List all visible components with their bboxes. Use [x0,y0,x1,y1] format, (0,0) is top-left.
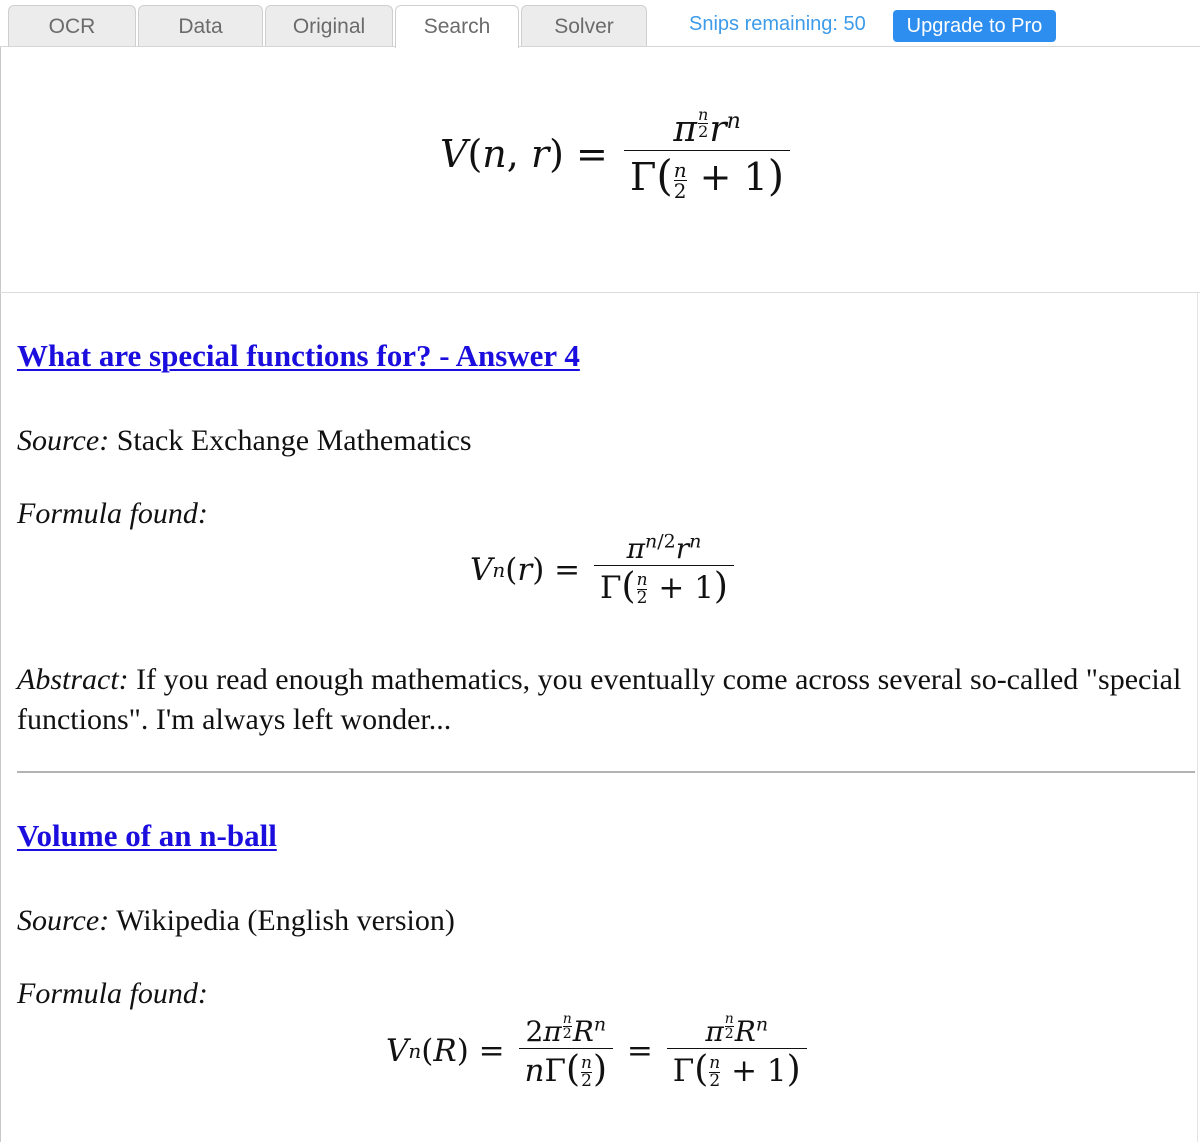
tab-data[interactable]: Data [138,5,263,47]
tab-search[interactable]: Search [395,5,519,48]
results-separator [17,771,1195,773]
main-formula-lhs: V [440,132,468,176]
result-2-title-link[interactable]: Volume of an n-ball [17,818,277,853]
main-formula-divider [0,292,1200,293]
upgrade-button[interactable]: Upgrade to Pro [893,10,1056,42]
result-1-formula-label: Formula found: [17,497,208,530]
result-2-formula: V n ( R ) = 2π $^{\frac{n}{2}}$ $R^n$ nΓ( $\frac{n}{2}$ ) = π $^{\frac{n}{2}}$ $R^n$ Γ( $\frac{n}{2}$ + 1) [386,1012,811,1090]
results-panel-edge [1197,293,1198,1142]
result-1-source-label: Source: [17,424,110,457]
result-1-formula: V n ( r ) = $\pi^{n/2}r^n$ Γ( $\frac{n}{2}$ + 1) [470,532,738,607]
result-2-source-value: Wikipedia (English version) [116,904,455,937]
main-formula-fraction [624,107,790,201]
tab-ocr[interactable]: OCR [8,5,136,47]
result-1-abstract-text: If you read enough mathematics, you eventually come across several so-called "special functions". I'm always left wonder... [17,663,1182,736]
snips-remaining: Snips remaining: 50 [689,13,866,35]
tab-bar [0,0,1200,47]
main-formula-denominator: Γ( $\frac{n}{2}$ + 1) [624,150,790,201]
result-2-source-label: Source: [17,904,110,937]
main-formula-numerator: π $^{\frac{n}{2}}$ $r^n$ [673,105,741,150]
left-edge [0,47,1,1142]
main-formula: V ( n , r ) = π $^{\frac{n}{2}}$ $r^n$ Γ( $\frac{n}{2}$ + 1) [440,107,794,201]
result-1-abstract-label: Abstract: [17,663,129,696]
tab-bar-divider [0,46,1200,47]
result-2-formula-label: Formula found: [17,977,208,1010]
result-1-source-value: Stack Exchange Mathematics [116,424,472,457]
result-1-abstract [17,660,1192,740]
tab-original[interactable]: Original [265,5,393,47]
result-2-source [17,904,455,938]
tab-solver[interactable]: Solver [521,5,647,47]
result-1-title-link[interactable]: What are special functions for? - Answer 4 [17,338,580,373]
result-1-source [17,424,472,458]
